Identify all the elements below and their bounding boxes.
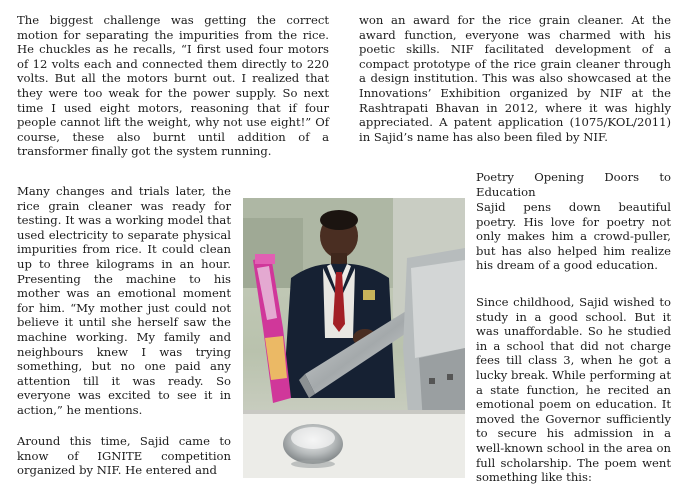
photo-illustration (243, 198, 465, 478)
paragraph-motion-challenge: The biggest challenge was getting the correct motion for separating the impurities from the rice. He chuckles as he recalls, “I first used four motors of 12 volts each and connected them directly to 220 volts. But all the motors burnt out. I realized that they were too weak for the power supply. So next time I used eight motors, reasoning that if four people cannot lift the weight, why not use eight!” Of course, these also burnt until addition of a transformer finally got the system running. (17, 13, 329, 159)
paragraph-poetry-intro: Sajid pens down beautiful poetry. His love for poetry not only makes him a crowd-puller, but has also helped him realize his dream of a good education. (476, 200, 671, 273)
paragraph-ignite-competition: Around this time, Sajid came to know of IGNITE competition organized by NIF. He entered and (17, 434, 231, 478)
paragraph-award-prototype: won an award for the rice grain cleaner. At the award function, everyone was charmed with his poetic skills. NIF facilitated development of a compact prototype of the rice grain cleaner through a design institution. This was also showcased at the Innovations’ Exhibition organized by NIF at the Rashtrapati Bhavan in 2012, where it was highly appreciated. A patent application (1075/KOL/2011) in Sajid’s name has also been filed by NIF. (359, 13, 671, 144)
section-heading-poetry: Poetry Opening Doors to Education (476, 170, 671, 199)
paragraph-trials-testing: Many changes and trials later, the rice grain cleaner was ready for testing. It was a working model that used electricity to separate physical impurities from rice. It could clean up to three kilograms in an hour. Presenting the machine to his mother was an emotional moment for him. “My mother just could not believe it until she herself saw the machine working. My family and neighbours knew I was trying something, but no one paid any attention till it was ready. So everyone was excited to see it in action,” he mentions. (17, 184, 231, 417)
photo-sajid-with-rice-cleaner (243, 198, 465, 478)
paragraph-school-admission: Since childhood, Sajid wished to study in a good school. But it was unaffordable. So he studied in a school that did not charge fees till class 3, when he got a lucky break. While performing at a state function, he recited an emotional poem on education. It moved the Governor sufficiently to secure his admission in a well-known school in the area on full scholarship. The poem went something like this: (476, 295, 671, 485)
